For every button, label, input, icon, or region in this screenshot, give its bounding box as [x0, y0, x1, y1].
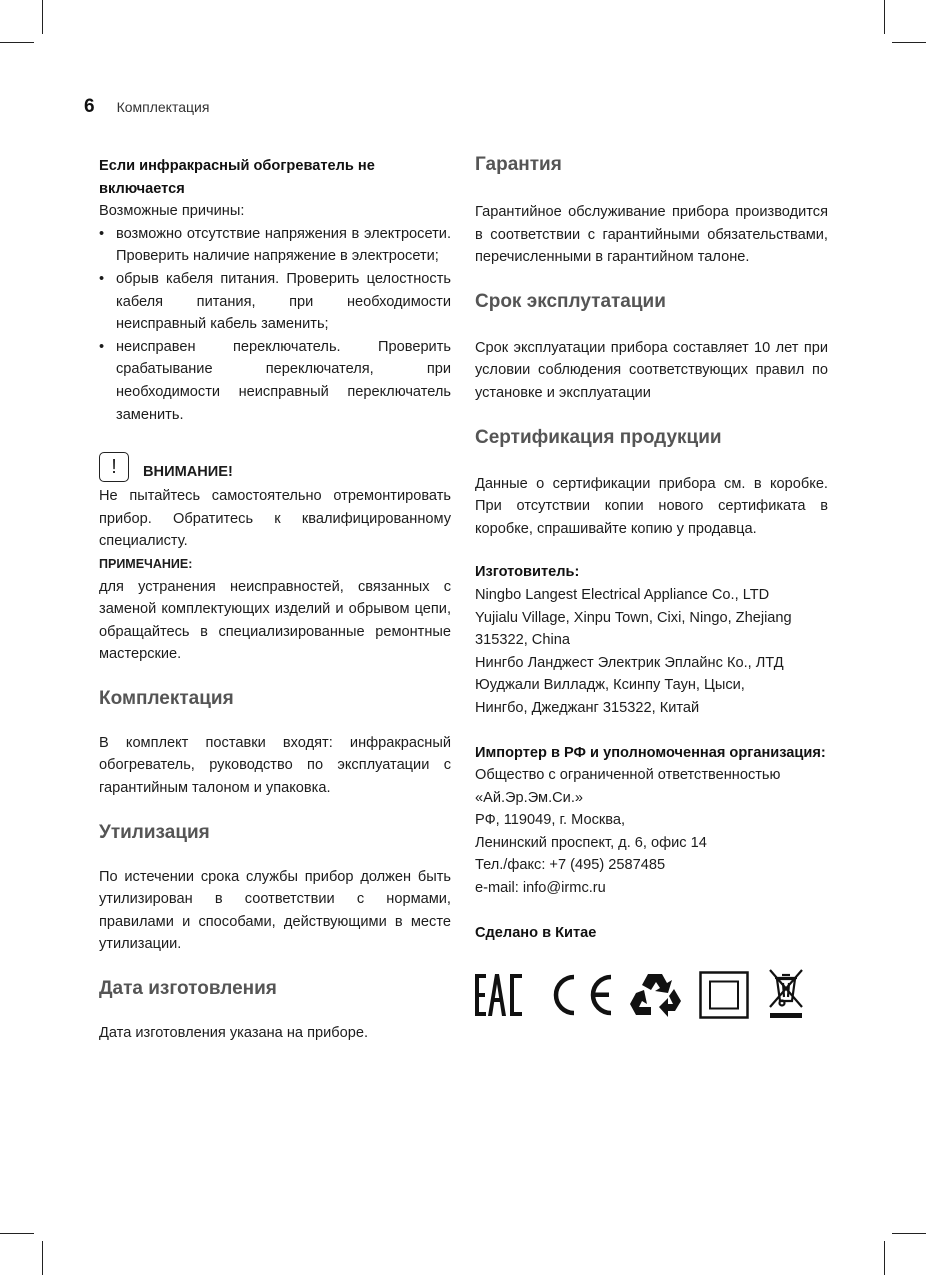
address-line: Нингбо Ланджест Электрик Эплайнс Ко., ЛТД — [475, 654, 784, 671]
right-column — [475, 153, 828, 1023]
made-in-label: Сделано в Китае — [475, 924, 597, 941]
manufacturer-title: Изготовитель: — [475, 564, 580, 581]
double-insulation-icon — [699, 971, 749, 1019]
note-text: для устранения неисправностей, связанных с заменой комплектующих изделий и обрывом цепи, обращайтесь в специализированные ремонтные мастерские. — [99, 578, 451, 663]
section-title-certification: Сертификация продукции — [475, 426, 722, 448]
address-line: «Ай.Эр.Эм.Си.» — [475, 789, 583, 806]
causes-label: Возможные причины: — [99, 203, 245, 220]
left-column — [99, 153, 451, 1045]
crop-mark — [892, 42, 926, 43]
crop-mark — [42, 0, 43, 34]
exclamation-box-icon: ! — [99, 452, 129, 482]
eac-mark-icon — [475, 972, 525, 1018]
warranty-text: Гарантийное обслуживание прибора производится в соответствии с гарантийными обязательствами, перечисленными в гарантийном талоне. — [475, 204, 828, 266]
list-item: • неисправен переключатель. Проверить срабатывание переключателя, при необходимости неисправный переключатель заменить. — [99, 336, 451, 426]
warning-text: Не пытайтесь самостоятельно отремонтировать прибор. Обратитесь к квалифицированному специалисту. — [99, 488, 451, 550]
list-item: • обрыв кабеля питания. Проверить целостность кабеля питания, при необходимости неисправный кабель заменить; — [99, 268, 451, 336]
list-item: • возможно отсутствие напряжения в электросети. Проверить наличие напряжение в электросети; — [99, 223, 451, 268]
crop-mark — [892, 1233, 926, 1234]
certification-marks — [475, 967, 828, 1023]
address-line: Тел./факс: +7 (495) 2587485 — [475, 857, 666, 874]
warning-title: ВНИМАНИЕ! — [143, 464, 233, 481]
disposal-text: По истечении срока службы прибор должен быть утилизирован в соответствии с нормами, правилами и способами, действующими в месте утилизации. — [99, 868, 451, 953]
crop-mark — [884, 0, 885, 34]
crop-mark — [0, 42, 34, 43]
address-line: e-mail: info@irmc.ru — [475, 880, 606, 897]
running-title: Комплектация — [116, 99, 210, 115]
manufacturer-address — [475, 584, 828, 720]
recycle-icon — [629, 971, 683, 1019]
fault-title: Если инфракрасный обогреватель не включается — [99, 158, 375, 197]
page-number: 6 — [84, 96, 95, 117]
section-title-kit: Комплектация — [99, 687, 234, 709]
address-line: Нингбо, Джеджанг 315322, Китай — [475, 699, 700, 716]
importer-address — [475, 764, 828, 900]
service-life-text: Срок эксплуатации прибора составляет 10 лет при условии соблюдения соответствующих правил по установке и эксплуатации — [475, 339, 828, 401]
section-title-warranty: Гарантия — [475, 154, 562, 175]
section-title-manufacture-date: Дата изготовления — [99, 978, 277, 1000]
note-title: ПРИМЕЧАНИЕ: — [99, 556, 193, 571]
address-line: Ленинский проспект, д. 6, офис 14 — [475, 834, 707, 851]
manufacture-date-text: Дата изготовления указана на приборе. — [99, 1025, 369, 1042]
address-line: 315322, China — [475, 632, 570, 649]
certification-text: Данные о сертификации прибора см. в коробке. При отсутствии копии нового сертификата в коробке, спрашивайте копию у продавца. — [475, 475, 828, 537]
crop-mark — [0, 1233, 34, 1234]
crop-mark — [884, 1241, 885, 1275]
page-header — [84, 96, 209, 118]
importer-title: Импортер в РФ и уполномоченная организация: — [475, 744, 826, 761]
address-line: Общество с ограниченной ответственностью — [475, 767, 781, 784]
address-line: Yujialu Village, Xinpu Town, Cixi, Ningo, Zhejiang — [475, 609, 792, 626]
causes-list — [99, 223, 451, 426]
address-line: Юуджали Вилладж, Ксинпу Таун, Цыси, — [475, 677, 745, 694]
address-line: РФ, 119049, г. Москва, — [475, 812, 626, 829]
kit-text: В комплект поставки входят: инфракрасный обогреватель, руководство по эксплуатации с гарантийным талоном и упаковка. — [99, 734, 451, 797]
weee-bin-icon — [767, 967, 807, 1023]
section-title-service-life: Срок эксплутатации — [475, 290, 666, 312]
crop-mark — [42, 1241, 43, 1275]
address-line: Ningbo Langest Electrical Appliance Co., LTD — [475, 586, 770, 603]
warning-header — [99, 452, 451, 482]
section-title-disposal: Утилизация — [99, 821, 210, 843]
ce-mark-icon — [547, 972, 615, 1018]
